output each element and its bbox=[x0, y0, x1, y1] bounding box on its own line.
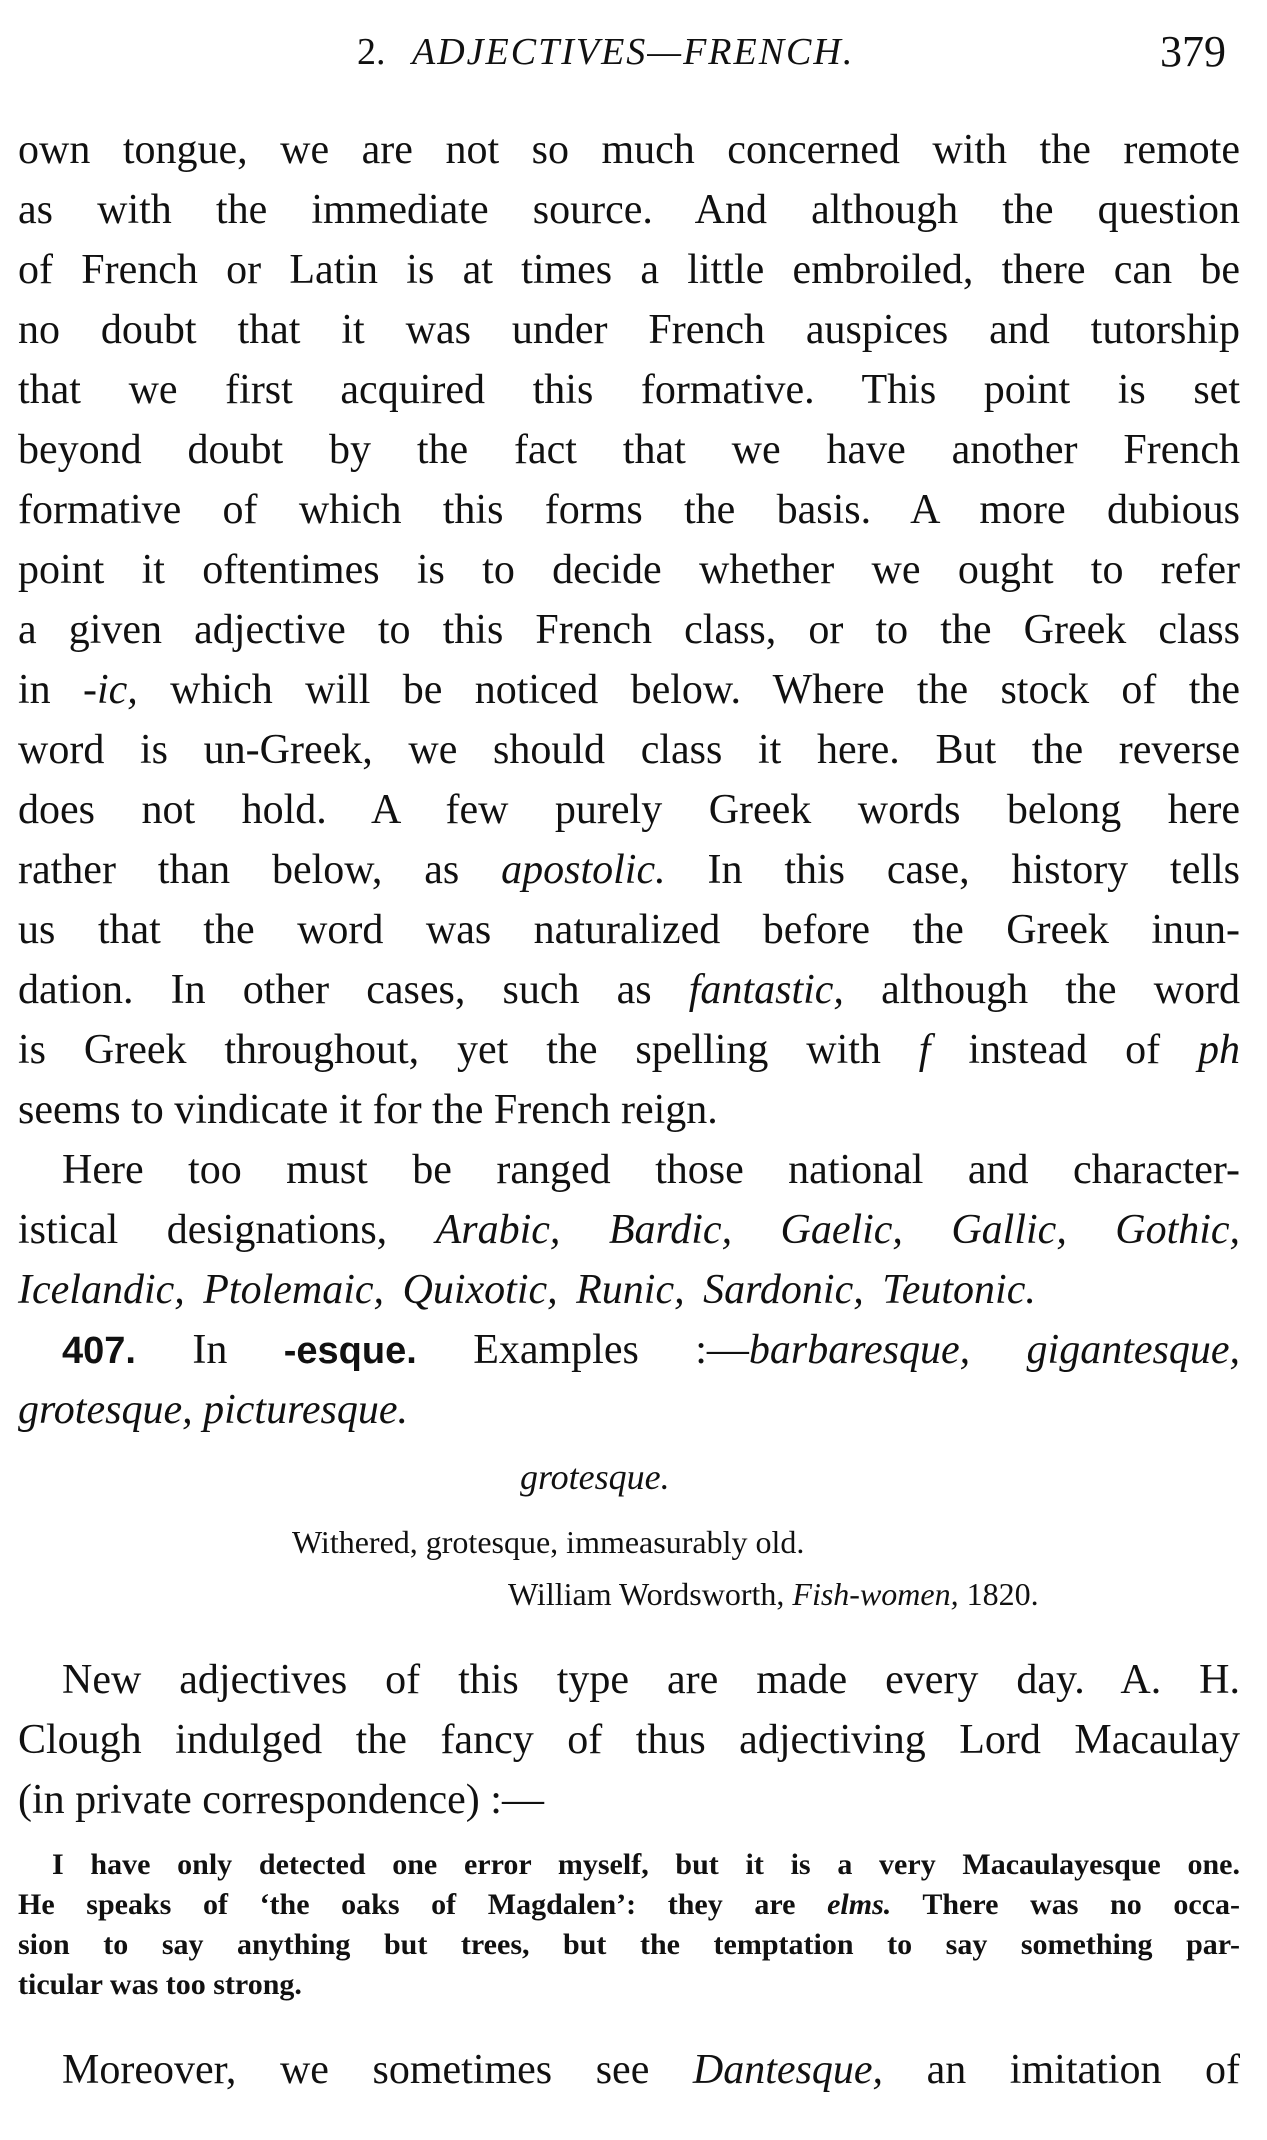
italic-word: gigantesque, bbox=[1026, 1327, 1240, 1373]
text-line: Clough indulged the fancy of thus adjectiving Lord Macaulay bbox=[18, 1717, 1240, 1763]
text-line bbox=[18, 960, 1240, 1020]
text-line: that we first acquired this formative. This point is set bbox=[18, 367, 1240, 413]
text-line: of French or Latin is at times a little embroiled, there can be bbox=[18, 247, 1240, 293]
text-line bbox=[18, 660, 1240, 720]
text-line: as with the immediate source. And although the question bbox=[18, 187, 1240, 233]
text-run: dation. In other cases, such as bbox=[18, 967, 652, 1013]
text-run: There was no occa- bbox=[922, 1888, 1240, 1921]
text-line: Here too must be ranged those national and character- bbox=[62, 1147, 1240, 1193]
text-run: an imitation of bbox=[926, 2047, 1241, 2093]
text-line bbox=[62, 2040, 1240, 2100]
quote-line: sion to say anything but trees, but the temptation to say something par- bbox=[18, 1928, 1240, 1961]
italic-word: Dantesque, bbox=[692, 2047, 884, 2093]
quote-line: ticular was too strong. bbox=[18, 1968, 302, 2001]
italic-word: Quixotic, bbox=[402, 1267, 558, 1313]
text-run: in bbox=[18, 667, 51, 713]
text-line: no doubt that it was under French auspices and tutorship bbox=[18, 307, 1240, 353]
section-number: 2. bbox=[357, 31, 386, 73]
italic-word: Gallic, bbox=[951, 1207, 1067, 1253]
text-run: Examples :— bbox=[473, 1327, 749, 1373]
text-line: own tongue, we are not so much concerned with the remote bbox=[18, 127, 1240, 173]
text-line: a given adjective to this French class, or to the Greek class bbox=[18, 607, 1240, 653]
italic-word: Ptolemaic, bbox=[203, 1267, 385, 1313]
text-line bbox=[18, 840, 1240, 900]
text-line: (in private correspondence) :— bbox=[18, 1777, 544, 1823]
text-run: rather than below, as bbox=[18, 847, 460, 893]
italic-word: Gaelic, bbox=[780, 1207, 903, 1253]
italic-word: Sardonic, bbox=[703, 1267, 864, 1313]
quote-line: I have only detected one error myself, but it is a very Macaulayesque one. bbox=[52, 1848, 1240, 1881]
quote-line bbox=[18, 1885, 1240, 1925]
text-run: istical designations, bbox=[18, 1207, 388, 1253]
text-line: seems to vindicate it for the French reign. bbox=[18, 1087, 718, 1133]
italic-word: elms. bbox=[827, 1888, 892, 1921]
quote-year: 1820. bbox=[966, 1576, 1039, 1612]
text-line bbox=[18, 1380, 1240, 1440]
text-run: is Greek throughout, yet the spelling with bbox=[18, 1027, 881, 1073]
text-line: New adjectives of this type are made every day. A. H. bbox=[62, 1657, 1240, 1703]
section-number: 407. bbox=[62, 1330, 136, 1372]
italic-word: Runic, bbox=[576, 1267, 685, 1313]
italic-suffix: -ic, bbox=[83, 667, 138, 713]
text-line: formative of which this forms the basis. A more dubious bbox=[18, 487, 1240, 533]
italic-word: Icelandic, bbox=[18, 1267, 185, 1313]
text-run: In bbox=[192, 1327, 228, 1373]
text-line: does not hold. A few purely Greek words belong here bbox=[18, 787, 1240, 833]
text-run: although the word bbox=[881, 967, 1241, 1013]
header-title: ADJECTIVES—FRENCH. bbox=[412, 31, 855, 73]
section-heading bbox=[62, 1320, 1240, 1380]
quote-heading: grotesque. bbox=[520, 1457, 670, 1497]
quote-work: Fish-women, bbox=[792, 1576, 959, 1612]
text-line bbox=[18, 1200, 1240, 1260]
text-run: He speaks of ‘the oaks of Magdalen’: they are bbox=[18, 1888, 796, 1921]
italic-word: barbaresque, bbox=[748, 1327, 971, 1373]
italic-letters: ph bbox=[1198, 1027, 1241, 1073]
text-run: Moreover, we sometimes see bbox=[62, 2047, 650, 2093]
suffix-heading: -esque. bbox=[283, 1330, 417, 1372]
text-run: instead of bbox=[968, 1027, 1161, 1073]
text-line: us that the word was naturalized before the Greek inun- bbox=[18, 907, 1240, 953]
page-number: 379 bbox=[1160, 27, 1226, 76]
text-run: In this case, history tells bbox=[707, 847, 1241, 893]
text-line bbox=[18, 1020, 1240, 1080]
italic-word: Gothic, bbox=[1115, 1207, 1241, 1253]
italic-word: grotesque, bbox=[18, 1387, 193, 1433]
italic-word: fantastic, bbox=[688, 967, 844, 1013]
text-run: which will be noticed below. Where the stock of the bbox=[170, 667, 1241, 713]
running-header bbox=[0, 22, 1267, 82]
italic-letter: f bbox=[918, 1027, 931, 1073]
text-line: beyond doubt by the fact that we have another French bbox=[18, 427, 1240, 473]
italic-word: Teutonic. bbox=[882, 1267, 1036, 1313]
text-line: word is un-Greek, we should class it here. But the reverse bbox=[18, 727, 1240, 773]
text-line bbox=[18, 1260, 1240, 1320]
quote-attribution bbox=[508, 1572, 1039, 1616]
italic-word: picturesque. bbox=[203, 1387, 408, 1433]
quote-author: William Wordsworth, bbox=[508, 1576, 785, 1612]
italic-word: apostolic. bbox=[501, 847, 666, 893]
quote-line: Withered, grotesque, immeasurably old. bbox=[292, 1524, 805, 1560]
italic-word: Bardic, bbox=[608, 1207, 733, 1253]
italic-word: Arabic, bbox=[435, 1207, 561, 1253]
text-line: point it oftentimes is to decide whether we ought to refer bbox=[18, 547, 1240, 593]
